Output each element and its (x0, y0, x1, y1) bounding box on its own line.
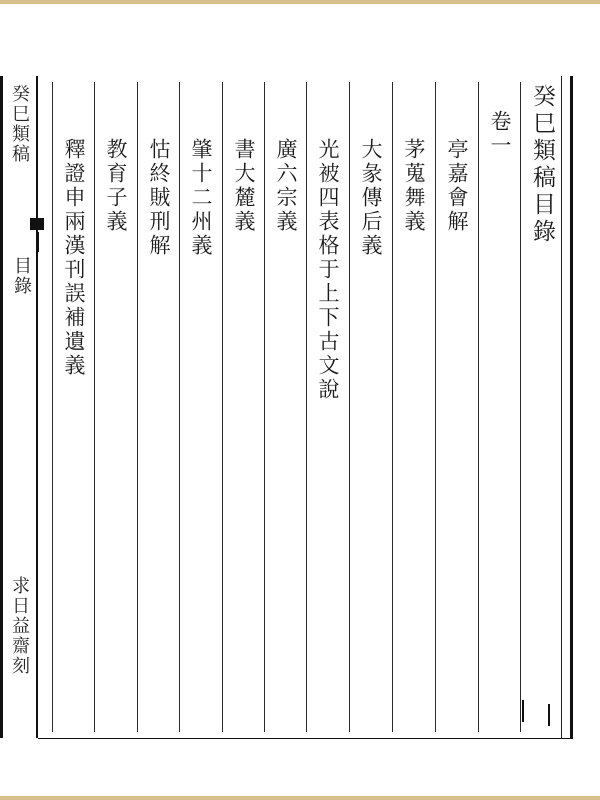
column-divider (435, 82, 436, 732)
title-column-tick (522, 700, 524, 722)
page-title: 癸巳類稿目錄 (529, 84, 555, 246)
volume-label: 卷一 (488, 110, 512, 158)
toc-entry: 茅蒐舞義 (402, 138, 426, 234)
column-divider (222, 82, 223, 732)
toc-entry: 教育子義 (104, 138, 128, 234)
title-column-tick (548, 704, 550, 726)
column-divider (264, 82, 265, 732)
column-divider (349, 82, 350, 732)
column-divider (392, 82, 393, 732)
margin-section-label: 目錄 (11, 256, 32, 296)
toc-entry: 廣六宗義 (274, 138, 298, 234)
margin-book-title: 癸巳類稿 (9, 84, 30, 164)
column-divider (137, 82, 138, 732)
toc-entry: 亭嘉會解 (445, 138, 469, 234)
column-divider (306, 82, 307, 732)
page-frame (38, 76, 573, 739)
toc-entry: 怙終賊刑解 (147, 138, 171, 258)
toc-entry: 光被四表格于上下古文說 (316, 138, 340, 402)
toc-entry: 肇十二州義 (189, 138, 213, 258)
column-divider (52, 82, 53, 732)
toc-entry: 書大麓義 (232, 138, 256, 234)
toc-entry: 釋證申兩漢刊誤補遺義 (62, 138, 86, 378)
toc-entry: 大彖傳后義 (359, 138, 383, 258)
top-border (0, 0, 600, 4)
bottom-border (0, 796, 600, 800)
inner-border-line (561, 76, 562, 738)
column-divider (94, 82, 95, 732)
column-divider (520, 82, 521, 732)
column-divider (179, 82, 180, 732)
margin-publisher-label: 求日益齋刻 (9, 576, 30, 676)
column-divider (478, 82, 479, 732)
